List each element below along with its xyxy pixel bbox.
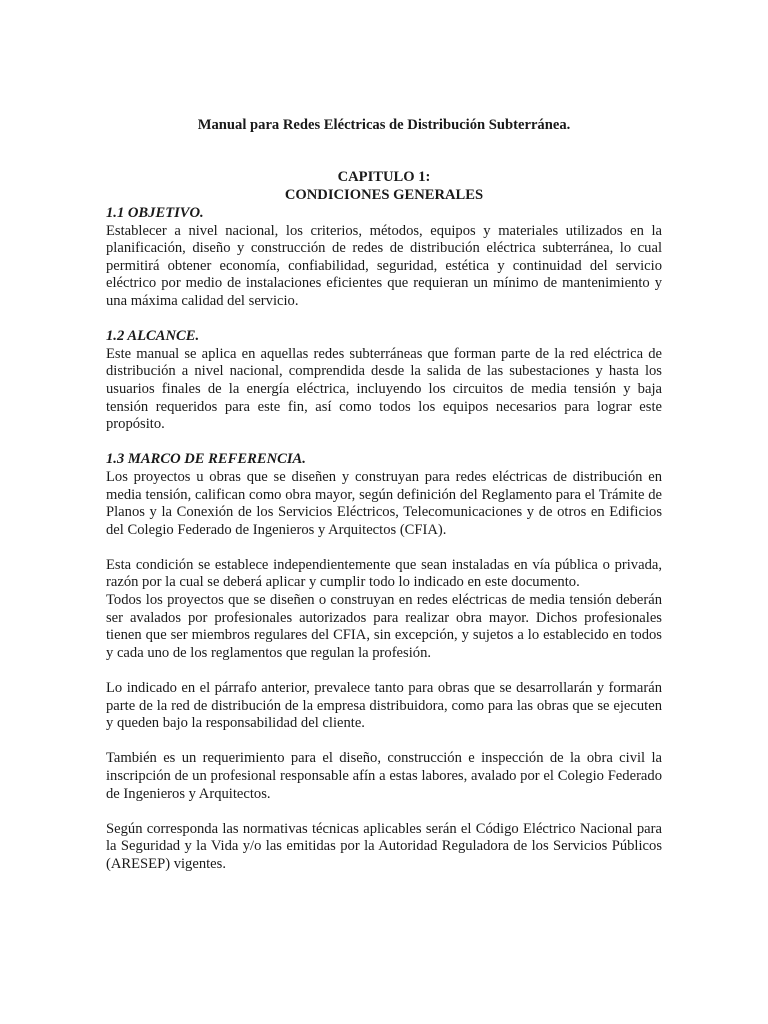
paragraph-marco-2: Esta condición se establece independientemente que sean instaladas en vía pública o privada, razón por la cual se deberá aplicar y cumplir todo lo indicado en este documento. (106, 556, 662, 591)
section-heading-alcance: 1.2 ALCANCE. (106, 328, 200, 345)
section-heading-marco-de-referencia: 1.3 MARCO DE REFERENCIA. (106, 451, 306, 468)
paragraph-spacer (106, 803, 662, 821)
chapter-number: CAPITULO 1: (337, 169, 431, 185)
paragraph-spacer (106, 662, 662, 680)
section-heading-objetivo: 1.1 OBJETIVO. (106, 205, 204, 221)
paragraph-marco-5: También es un requerimiento para el diseño, construcción e inspección de la obra civil la inscripción de un profesional responsable afín a estas labores, avalado por el Colegio Federado de Ingenieros y Arquitectos. (106, 750, 662, 802)
document-body (106, 205, 662, 874)
document-title: Manual para Redes Eléctricas de Distribución Subterránea. (197, 117, 571, 133)
paragraph-alcance: Este manual se aplica en aquellas redes subterráneas que forman parte de la red eléctrica de distribución a nivel nacional, comprendida desde la salida de las subestaciones y hasta los usuarios finales de la energía eléctrica, incluyendo los circuitos de media tensión y baja tensión requeridos para este fin, así como todos los equipos necesarios para lograr este propósito. (106, 345, 662, 433)
chapter-heading (0, 169, 768, 204)
paragraph-objetivo: Establecer a nivel nacional, los criterios, métodos, equipos y materiales utilizados en la planificación, diseño y construcción de redes de distribución eléctrica subterránea, lo cual permitirá obtener economía, confiabilidad, seguridad, estética y continuidad del servicio eléctrico por medio de instalaciones eficientes que requieran un mínimo de mantenimiento y una máxima calidad del servicio. (106, 222, 662, 309)
paragraph-marco-1: Los proyectos u obras que se diseñen y construyan para redes eléctricas de distribución en media tensión, califican como obra mayor, según definición del Reglamento para el Trámite de Planos y la Conexión de los Servicios Eléctricos, Telecomunicaciones y de otros en Edificios del Colegio Federado de Ingenieros y Arquitectos (CFIA). (106, 468, 662, 538)
paragraph-spacer (106, 434, 662, 452)
paragraph-marco-4: Lo indicado en el párrafo anterior, prevalece tanto para obras que se desarrollarán y formarán parte de la red de distribución de la empresa distribuidora, como para las obras que se ejecuten y queden bajo la responsabilidad del cliente. (106, 680, 662, 732)
paragraph-spacer (106, 539, 662, 557)
paragraph-marco-3: Todos los proyectos que se diseñen o construyan en redes eléctricas de media tensión deberán ser avalados por profesionales autorizados para realizar obra mayor. Dichos profesionales tienen que ser miembros regulares del CFIA, sin excepción, y sujetos a lo establecido en todos y cada uno de los reglamentos que regulan la profesión. (106, 592, 662, 661)
paragraph-spacer (106, 311, 662, 329)
paragraph-marco-6: Según corresponda las normativas técnicas aplicables serán el Código Eléctrico Nacional para la Seguridad y la Vida y/o las emitidas por la Autoridad Reguladora de los Servicios Públicos (ARESEP) vigentes. (106, 820, 662, 872)
paragraph-spacer (106, 733, 662, 751)
chapter-name: CONDICIONES GENERALES (284, 186, 484, 203)
